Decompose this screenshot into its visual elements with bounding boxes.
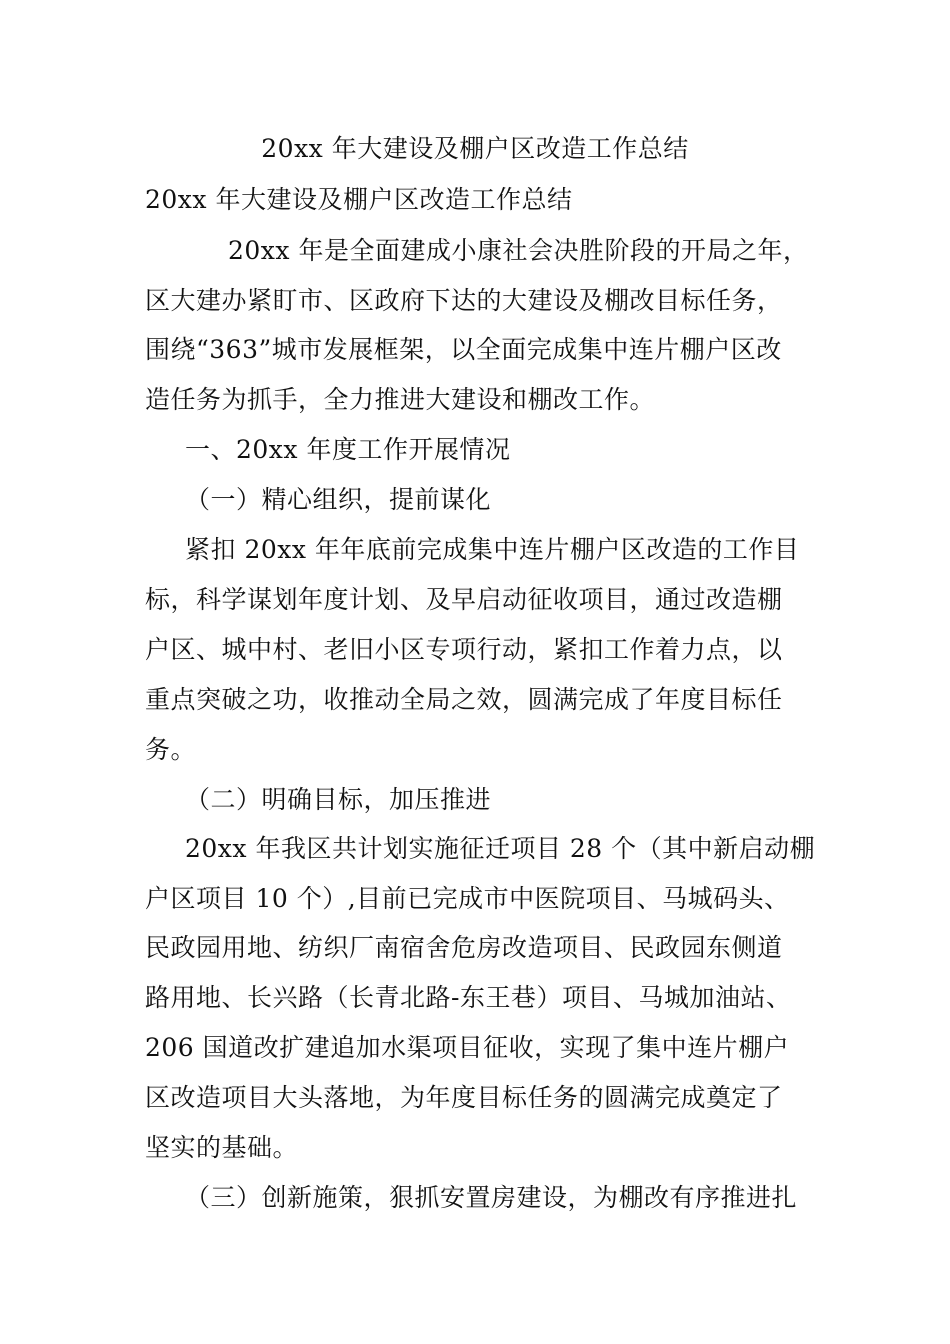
paragraph-line: 20xx 年我区共计划实施征迁项目 28 个（其中新启动棚 (185, 834, 816, 863)
paragraph-line: 重点突破之功，收推动全局之效，圆满完成了年度目标任 (145, 685, 783, 714)
paragraph-line: 标，科学谋划年度计划、及早启动征收项目，通过改造棚 (145, 585, 783, 614)
paragraph-line: 20xx 年是全面建成小康社会决胜阶段的开局之年， (228, 236, 809, 265)
paragraph-line: 坚实的基础。 (145, 1133, 299, 1162)
subsection-heading: （一）精心组织，提前谋化 (185, 485, 492, 514)
paragraph-line: 围绕“363”城市发展框架，以全面完成集中连片棚户区改 (145, 335, 782, 364)
paragraph-line: 区大建办紧盯市、区政府下达的大建设及棚改目标任务， (145, 286, 783, 315)
subsection-heading: （三）创新施策，狠抓安置房建设，为棚改有序推进扎 (185, 1183, 798, 1212)
paragraph-line: 造任务为抓手，全力推进大建设和棚改工作。 (145, 385, 656, 414)
paragraph-line: 路用地、长兴路（长青北路-东王巷）项目、马城加油站、 (145, 983, 792, 1012)
subsection-heading: （二）明确目标，加压推进 (185, 785, 492, 814)
paragraph-line: 民政园用地、纺织厂南宿舍危房改造项目、民政园东侧道 (145, 933, 783, 962)
document-title: 20xx 年大建设及棚户区改造工作总结 (261, 134, 689, 163)
paragraph-line: 紧扣 20xx 年年底前完成集中连片棚户区改造的工作目 (185, 535, 800, 564)
section-heading: 一、20xx 年度工作开展情况 (185, 435, 511, 464)
document-subtitle: 20xx 年大建设及棚户区改造工作总结 (145, 185, 573, 214)
paragraph-line: 户区项目 10 个）,目前已完成市中医院项目、马城码头、 (145, 884, 790, 913)
paragraph-line: 区改造项目大头落地，为年度目标任务的圆满完成奠定了 (145, 1083, 783, 1112)
paragraph-line: 206 国道改扩建追加水渠项目征收，实现了集中连片棚户 (145, 1033, 790, 1062)
paragraph-line: 户区、城中村、老旧小区专项行动，紧扣工作着力点，以 (145, 635, 783, 664)
paragraph-line: 务。 (145, 735, 197, 764)
